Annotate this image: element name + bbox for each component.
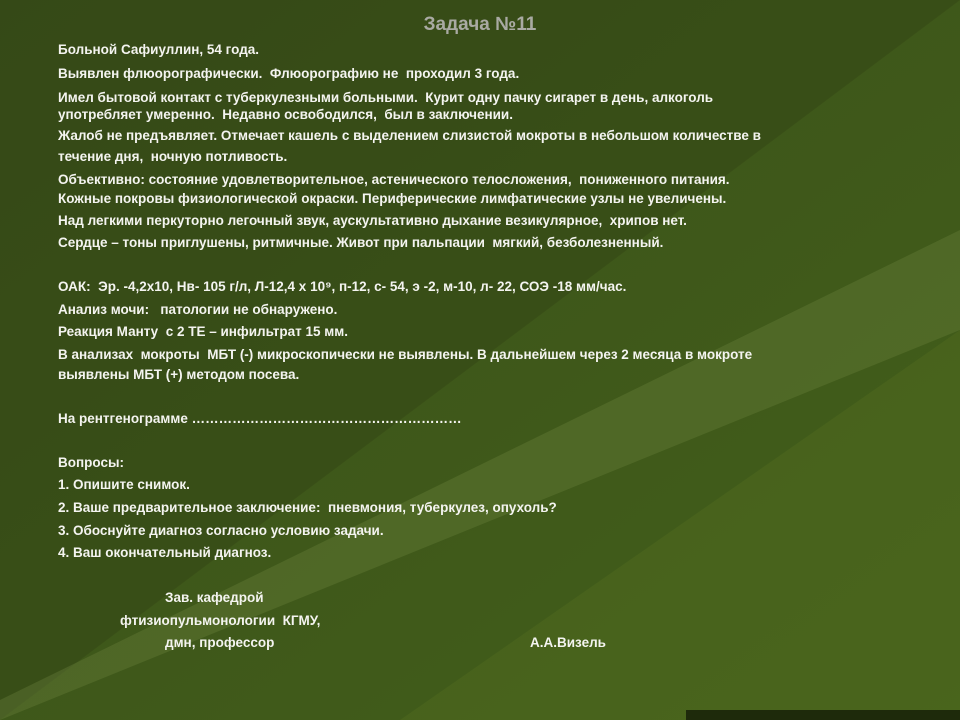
text-line: Вопросы: [58,455,124,470]
text-line: ОАК: Эр. -4,2х10, Нв- 105 г/л, Л-12,4 х 10⁹, п-12, с- 54, э -2, м-10, л- 22, СОЭ -18 мм/час. [58,279,627,294]
text-line: Выявлен флюорографически. Флюорографию не проходил 3 года. [58,66,520,81]
text-line: 1. Опишите снимок. [58,477,190,492]
text-line: 2. Ваше предварительное заключение: пневмония, туберкулез, опухоль? [58,500,557,515]
text-line: Сердце – тоны приглушены, ритмичные. Живот при пальпации мягкий, безболезненный. [58,235,664,250]
text-line: Анализ мочи: патологии не обнаружено. [58,302,338,317]
text-line: течение дня, ночную потливость. [58,149,288,164]
text-line: 4. Ваш окончательный диагноз. [58,545,272,560]
text-line: 3. Обоснуйте диагноз согласно условию задачи. [58,523,384,538]
signature-line-1: Зав. кафедрой [165,590,264,605]
slide-title: Задача №11 [423,14,537,35]
text-line: Реакция Манту с 2 ТЕ – инфильтрат 15 мм. [58,324,348,339]
text-line: Над легкими перкуторно легочный звук, аускультативно дыхание везикулярное, хрипов нет. [58,213,687,228]
text-line: Больной Сафиуллин, 54 года. [58,42,260,57]
text-line: Жалоб не предъявляет. Отмечает кашель с выделением слизистой мокроты в небольшом количестве в [58,128,761,143]
text-line: Объективно: состояние удовлетворительное, астенического телосложения, пониженного питания. [58,172,730,187]
text-line: На рентгенограмме …………………………………………………… [58,411,462,426]
signature-line-3: дмн, профессор [165,635,275,650]
text-line: Имел бытовой контакт с туберкулезными больными. Курит одну пачку сигарет в день, алкоголь [58,90,714,105]
text-line: Кожные покровы физиологической окраски. Периферические лимфатические узлы не увеличены. [58,191,727,206]
text-line: В анализах мокроты МБТ (-) микроскопически не выявлены. В дальнейшем через 2 месяца в мокроте [58,347,753,362]
signature-line-2: фтизиопульмонологии КГМУ, [120,613,321,628]
text-line: употребляет умеренно. Недавно освободился, был в заключении. [58,107,513,122]
signature-name: А.А.Визель [530,635,606,650]
text-line: выявлены МБТ (+) методом посева. [58,367,300,382]
